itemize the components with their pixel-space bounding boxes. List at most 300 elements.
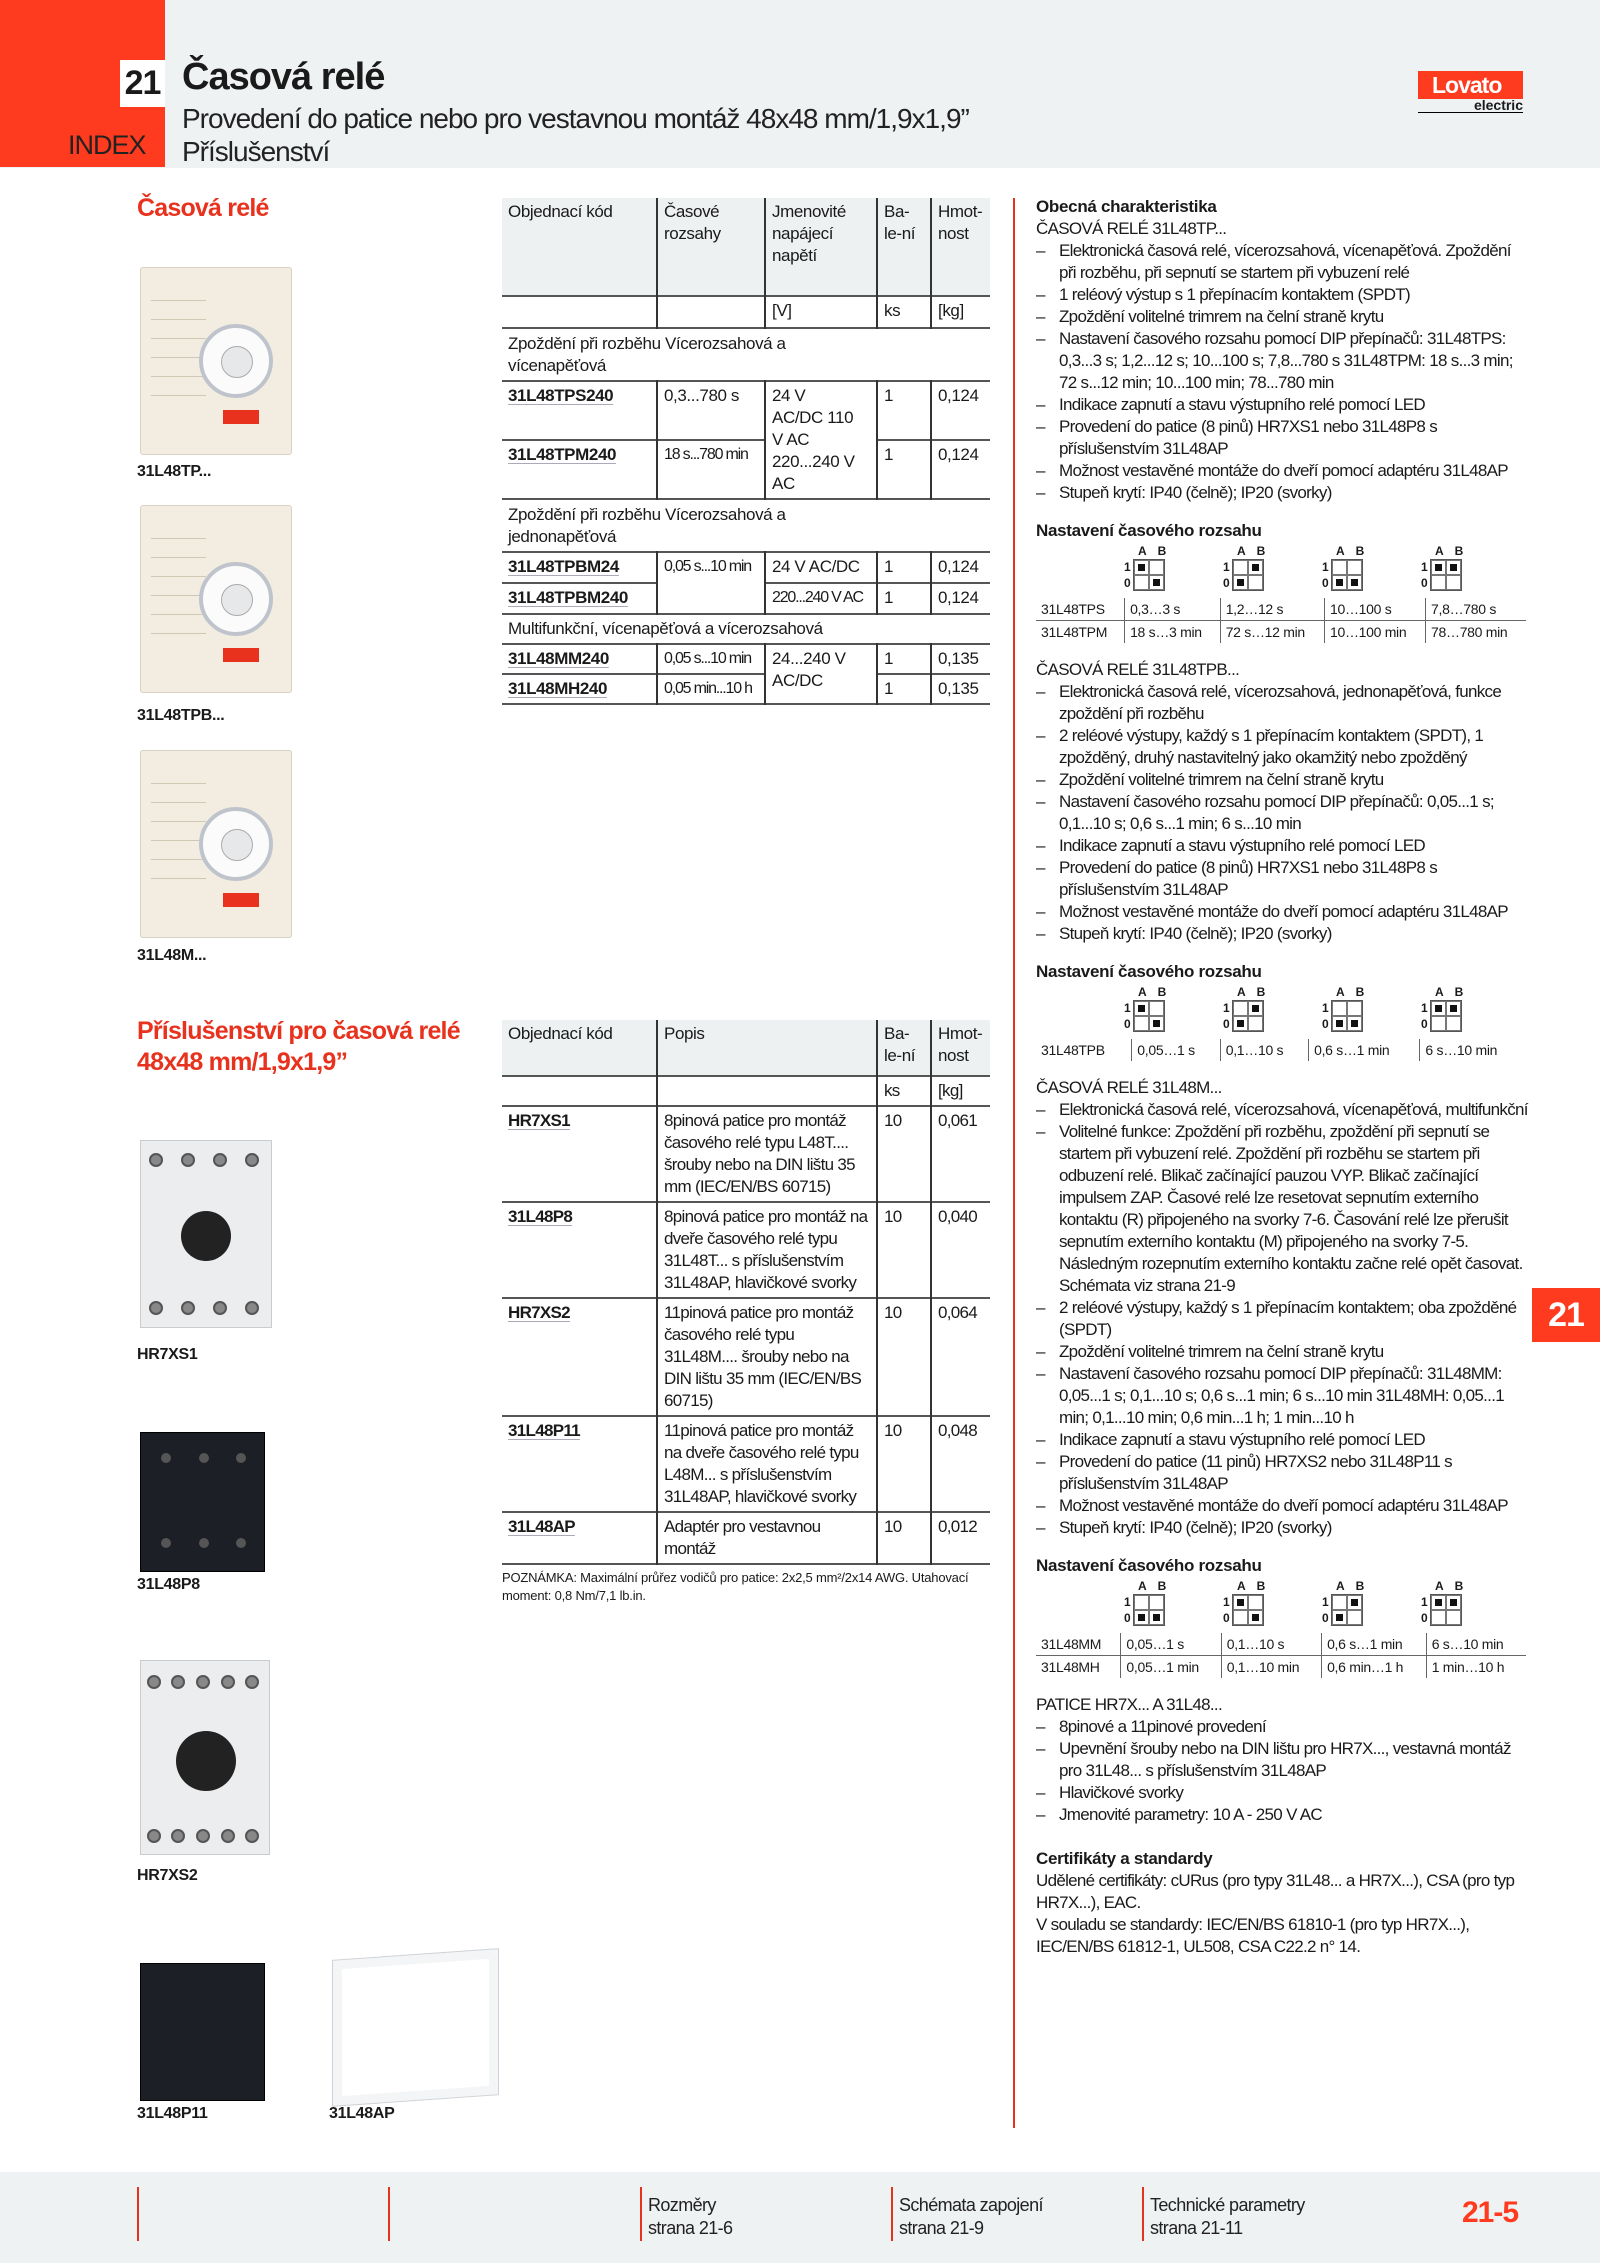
index-link[interactable]: INDEX (68, 130, 146, 160)
relay-image-tpb (140, 505, 292, 693)
dip-cell-off (1431, 1016, 1446, 1031)
bullet-item: – Nastavení časového rozsahu pomocí DIP přepínačů: 31L48MM: 0,05...1 s; 0,1...10 s; 0,6 s...1 min; 6 s...10 min 31L48MH: 0,05...1 min; 0,1...10 min; 0,6 min...1 h; 1 min...10 h (1036, 1363, 1528, 1429)
dip-0-label: 0 (1124, 1611, 1131, 1625)
unit (502, 296, 657, 328)
dip-switch-row (1124, 544, 1528, 598)
weight: 0,048 (931, 1416, 990, 1512)
range-value: 7,8…780 s (1426, 598, 1526, 621)
dip-1-label: 1 (1322, 1001, 1329, 1015)
dip-grid (1133, 1594, 1165, 1626)
order-code[interactable]: 31L48TPBM24 (508, 557, 619, 576)
weight: 0,124 (931, 583, 990, 614)
col-header: Ba-le-ní (877, 1020, 931, 1076)
description: 8pinová patice pro montáž časového relé typu L48T.... šrouby nebo na DIN lištu 35 mm (IEC/EN/BS 60715) (657, 1106, 877, 1202)
footer-divider (1142, 2187, 1144, 2241)
pack: 10 (877, 1416, 931, 1512)
table-row (502, 1106, 990, 1202)
dip-ab-label (1138, 1579, 1170, 1593)
unit (657, 1076, 877, 1106)
setting-title: Nastavení časového rozsahu (1036, 521, 1262, 540)
dip-cell-on (1446, 560, 1461, 575)
weight: 0,135 (931, 644, 990, 674)
dip-cell-off (1347, 560, 1362, 575)
dip-cell-off (1149, 1001, 1164, 1016)
table-row (502, 1202, 990, 1298)
section-title: ČASOVÁ RELÉ 31L48TP... (1036, 219, 1227, 238)
voltage: 24 V AC/DC 110 V AC 220...240 V AC (765, 381, 877, 499)
accessories-table (502, 1020, 990, 1565)
bullet-item: – Možnost vestavěné montáže do dveří pomocí adaptéru 31L48AP (1036, 460, 1528, 482)
dip-b-label: B (1355, 544, 1369, 558)
order-code[interactable]: 31L48TPBM240 (502, 583, 657, 614)
chapter-tab[interactable]: 21 (1532, 1288, 1600, 1342)
weight: 0,124 (931, 440, 990, 499)
socket-image-hr7xs1 (140, 1140, 272, 1328)
bullet-list (1036, 681, 1528, 945)
dip-grid (1331, 559, 1363, 591)
link-page: strana 21-9 (899, 2218, 984, 2238)
group-label: Multifunkční, vícenapěťová a vícerozsahová (508, 619, 823, 638)
dip-cell-off (1248, 1016, 1263, 1031)
table-row (502, 440, 990, 499)
dip-cell-off (1233, 560, 1248, 575)
dip-ab-label (1435, 544, 1467, 558)
dip-cell-on (1347, 1595, 1362, 1610)
unit: [V] (765, 296, 877, 328)
time-range: 0,05 s...10 min (657, 644, 765, 674)
range-value: 0,05…1 s (1121, 1633, 1221, 1656)
dip-cell-off (1431, 1610, 1446, 1625)
page-number: 21-5 (1462, 2196, 1519, 2229)
unit: ks (877, 1076, 931, 1106)
dip-cell-off (1332, 560, 1347, 575)
dip-switch-row (1124, 985, 1528, 1039)
dip-ab-label (1237, 1579, 1269, 1593)
dip-1-label: 1 (1322, 1595, 1329, 1609)
adapter-image-31l48ap (333, 1949, 498, 2106)
bullet-item: – Nastavení časového rozsahu pomocí DIP přepínačů: 31L48TPS: 0,3...3 s; 1,2...12 s; 10...100 s; 7,8...780 s 31L48TPM: 18 s...3 min; 72 s...12 min; 10...100 min; 78...780 min (1036, 328, 1528, 394)
setting-title: Nastavení časového rozsahu (1036, 1556, 1262, 1575)
range-value: 1,2…12 s (1220, 598, 1324, 621)
dip-a-label: A (1138, 544, 1151, 558)
range-value: 0,05…1 min (1121, 1656, 1221, 1679)
lovato-logo: Lovato (1418, 71, 1523, 99)
weight: 0,124 (931, 552, 990, 583)
voltage: 24...240 V AC/DC (765, 644, 877, 704)
dip-cell-off (1248, 575, 1263, 590)
dip-ab-label (1237, 985, 1269, 999)
dip-grid (1331, 1594, 1363, 1626)
dip-switch-diagram (1421, 985, 1520, 1039)
dip-cell-on (1134, 1001, 1149, 1016)
bullet-item: – Indikace zapnutí a stavu výstupního relé pomocí LED (1036, 1429, 1528, 1451)
footer-divider (891, 2187, 893, 2241)
dip-cell-off (1446, 1016, 1461, 1031)
dip-b-label: B (1256, 985, 1270, 999)
dip-0-label: 0 (1421, 576, 1428, 590)
range-value: 10…100 min (1324, 621, 1425, 644)
order-code[interactable]: 31L48P11 (508, 1421, 580, 1440)
dip-cell-on (1149, 1016, 1164, 1031)
dip-table-m (1036, 1579, 1528, 1678)
table-row (502, 644, 990, 674)
dip-a-label: A (1435, 985, 1448, 999)
dip-switch-diagram (1421, 1579, 1520, 1633)
bullet-list (1036, 1716, 1528, 1826)
pack: 10 (877, 1106, 931, 1202)
voltage: 24 V AC/DC (765, 552, 877, 583)
dip-switch-diagram (1124, 985, 1223, 1039)
logo-subtext: electric (1418, 98, 1523, 113)
col-header: Jmenovité napájecí napětí (765, 198, 877, 296)
column-divider (1013, 198, 1015, 2128)
pack: 1 (877, 644, 931, 674)
dip-switch-diagram (1223, 985, 1322, 1039)
section-title: ČASOVÁ RELÉ 31L48M... (1036, 1078, 1222, 1097)
bullet-list (1036, 240, 1528, 504)
dip-a-label: A (1237, 1579, 1250, 1593)
relay-image-m (140, 750, 292, 938)
dip-a-label: A (1336, 985, 1349, 999)
dip-b-label: B (1355, 1579, 1369, 1593)
dip-1-label: 1 (1124, 1595, 1131, 1609)
order-code[interactable]: 31L48TPM240 (508, 445, 617, 464)
range-value: 0,1…10 s (1221, 1633, 1321, 1656)
dip-cell-on (1446, 1001, 1461, 1016)
dip-cell-on (1332, 1610, 1347, 1625)
m-section (1036, 1077, 1528, 1539)
dip-cell-on (1233, 1016, 1248, 1031)
model-code: 31L48MM (1041, 1636, 1102, 1652)
dip-cell-off (1446, 1610, 1461, 1625)
dip-cell-on (1248, 1610, 1263, 1625)
dip-0-label: 0 (1124, 576, 1131, 590)
chapter-number: 21 (120, 60, 165, 107)
time-range: 0,3...780 s (657, 381, 765, 440)
dip-switch-diagram (1322, 985, 1421, 1039)
dip-1-label: 1 (1124, 560, 1131, 574)
range-value: 0,1…10 s (1220, 1039, 1308, 1061)
dip-1-label: 1 (1421, 1001, 1428, 1015)
col-header: Objednací kód (502, 1020, 657, 1076)
dip-0-label: 0 (1322, 1017, 1329, 1031)
dip-a-label: A (1237, 544, 1250, 558)
bullet-item: – Upevnění šrouby nebo na DIN lištu pro HR7X..., vestavná montáž pro 31L48... s příslušenstvím 31L48AP (1036, 1738, 1528, 1782)
dip-cell-off (1431, 575, 1446, 590)
dip-0-label: 0 (1322, 576, 1329, 590)
group-label: Zpoždění při rozběhu Vícerozsahová a jednonapěťová (508, 505, 786, 546)
table-row (502, 1298, 990, 1416)
product-label: 31L48AP (329, 2105, 395, 2122)
table-row (502, 381, 990, 440)
bullet-item: – Provedení do patice (8 pinů) HR7XS1 nebo 31L48P8 s příslušenstvím 31L48AP (1036, 857, 1528, 901)
dip-switch-diagram (1223, 544, 1322, 598)
range-value: 18 s…3 min (1125, 621, 1221, 644)
dip-b-label: B (1256, 1579, 1270, 1593)
col-header: Ba-le-ní (877, 198, 931, 296)
section-title: PATICE HR7X... A 31L48... (1036, 1695, 1222, 1714)
dip-grid (1232, 559, 1264, 591)
dip-1-label: 1 (1223, 1001, 1230, 1015)
pack: 10 (877, 1512, 931, 1564)
pack: 10 (877, 1298, 931, 1416)
dip-switch-diagram (1223, 1579, 1322, 1633)
dip-grid (1133, 559, 1165, 591)
range-row (1036, 1633, 1526, 1656)
dip-grid (1232, 1000, 1264, 1032)
page-footer (0, 2172, 1600, 2263)
col-header: Popis (657, 1020, 877, 1076)
dip-b-label: B (1256, 544, 1270, 558)
tp-section (1036, 218, 1528, 504)
dip-cell-off (1233, 1610, 1248, 1625)
weight: 0,124 (931, 381, 990, 440)
col-header: Objednací kód (502, 198, 657, 296)
bullet-item: – 2 reléové výstupy, každý s 1 přepínacím kontaktem (SPDT), 1 zpožděný, druhý nastavitelný jako okamžitý nebo zpožděný (1036, 725, 1528, 769)
time-range: 0,05 s...10 min (657, 552, 765, 614)
link-page: strana 21-6 (648, 2218, 733, 2238)
time-range: 0,05 min...10 h (657, 674, 765, 704)
dip-cell-on (1248, 560, 1263, 575)
bullet-item: – 2 reléové výstupy, každý s 1 přepínacím kontaktem; oba zpožděné (SPDT) (1036, 1297, 1528, 1341)
product-label: 31L48P11 (137, 2105, 208, 2122)
description: 11pinová patice pro montáž časového relé typu 31L48M.... šrouby nebo na DIN lištu 35 mm (IEC/EN/BS 60715) (657, 1298, 877, 1416)
bullet-item: – Elektronická časová relé, vícerozsahová, vícenapěťová. Zpoždění při rozběhu, při sepnutí se startem při vybuzení relé (1036, 240, 1528, 284)
dip-a-label: A (1237, 985, 1250, 999)
range-row (1036, 598, 1526, 621)
setting-title: Nastavení časového rozsahu (1036, 962, 1262, 981)
dip-cell-off (1248, 1595, 1263, 1610)
dip-cell-on (1233, 575, 1248, 590)
dip-cell-on (1233, 1595, 1248, 1610)
bullet-item: – Provedení do patice (8 pinů) HR7XS1 nebo 31L48P8 s příslušenstvím 31L48AP (1036, 416, 1528, 460)
group-label: Zpoždění při rozběhu Vícerozsahová a vícenapěťová (508, 334, 786, 375)
cert-text: Udělené certifikáty: cURus (pro typy 31L48... a HR7X...), CSA (pro typ HR7X...), EAC. (1036, 1871, 1515, 1912)
dip-1-label: 1 (1124, 1001, 1131, 1015)
range-value: 0,1…10 min (1221, 1656, 1321, 1679)
product-label: HR7XS2 (137, 1867, 198, 1884)
dip-grid (1430, 1594, 1462, 1626)
range-value: 72 s…12 min (1220, 621, 1324, 644)
range-row (1036, 1039, 1526, 1061)
range-value: 0,3…3 s (1125, 598, 1221, 621)
product-label: HR7XS1 (137, 1346, 198, 1363)
dip-cell-on (1431, 1001, 1446, 1016)
cert-title: Certifikáty a standardy (1036, 1849, 1213, 1868)
pack: 10 (877, 1202, 931, 1298)
dip-a-label: A (1336, 544, 1349, 558)
weight: 0,061 (931, 1106, 990, 1202)
dip-cell-off (1149, 560, 1164, 575)
dip-switch-diagram (1124, 544, 1223, 598)
dip-cell-on (1149, 575, 1164, 590)
dip-cell-on (1431, 560, 1446, 575)
dip-grid (1430, 559, 1462, 591)
dip-ab-label (1435, 1579, 1467, 1593)
footer-link-dimensions[interactable] (648, 2194, 732, 2240)
table-row (502, 1512, 990, 1564)
model-code: 31L48TPM (1036, 621, 1125, 644)
dip-switch-row (1124, 1579, 1528, 1633)
dip-cell-on (1446, 1595, 1461, 1610)
relay-image-tp (140, 267, 292, 455)
page-title: Časová relé (182, 56, 385, 98)
dip-0-label: 0 (1124, 1017, 1131, 1031)
range-row (1036, 1656, 1526, 1679)
description: 8pinová patice pro montáž na dveře časového relé typu 31L48T... s příslušenstvím 31L48AP, hlavičkové svorky (657, 1202, 877, 1298)
footer-divider (388, 2187, 390, 2241)
bullet-item: – Zpoždění volitelné trimrem na čelní straně krytu (1036, 306, 1528, 328)
dip-switch-diagram (1421, 544, 1520, 598)
bullet-item: – Možnost vestavěné montáže do dveří pomocí adaptéru 31L48AP (1036, 901, 1528, 923)
dip-cell-on (1134, 1610, 1149, 1625)
dip-cell-on (1347, 1016, 1362, 1031)
description: Adaptér pro vestavnou montáž (657, 1512, 877, 1564)
socket-image-31l48p8 (140, 1432, 265, 1572)
dip-1-label: 1 (1421, 560, 1428, 574)
product-label: 31L48M... (137, 947, 207, 964)
bullet-item: – Jmenovité parametry: 10 A - 250 V AC (1036, 1804, 1528, 1826)
bullet-item: – Volitelné funkce: Zpoždění při rozběhu, zpoždění při sepnutí se startem při vybuzení relé. Zpoždění při rozběhu se startem při odbuzení relé. Blikač začínající pauzou VYP. Blikač začínající impulsem ZAP. Časové relé lze resetovat sepnutím externího kontaktu (R) připojeného na svorky 7-6. Časování relé lze přerušit sepnutím externího kontaktu (M) připojeného na svorky 7-5. Následným rozepnutím externího kontaktu začne relé opět časovat. Schémata viz strana 21-9 (1036, 1121, 1528, 1297)
dip-ab-label (1336, 985, 1368, 999)
dip-b-label: B (1157, 1579, 1171, 1593)
footer-link-technical[interactable] (1150, 2194, 1305, 2240)
bullet-item: – Provedení do patice (11 pinů) HR7XS2 nebo 31L48P11 s příslušenstvím 31L48AP (1036, 1451, 1528, 1495)
order-code[interactable]: 31L48P8 (508, 1207, 573, 1226)
order-code[interactable]: 31L48MH240 (508, 679, 608, 698)
dip-cell-off (1332, 1001, 1347, 1016)
description: 11pinová patice pro montáž na dveře časového relé typu L48M... s příslušenstvím 31L48AP, hlavičkové svorky (657, 1416, 877, 1512)
dip-0-label: 0 (1223, 576, 1230, 590)
dip-a-label: A (1435, 544, 1448, 558)
unit: [kg] (931, 296, 990, 328)
model-code: 31L48TPS (1041, 601, 1105, 617)
dip-cell-on (1134, 560, 1149, 575)
bullet-item: – Hlavičkové svorky (1036, 1782, 1528, 1804)
bullet-item: – Elektronická časová relé, vícerozsahová, jednonapěťová, funkce zpoždění při rozběhu (1036, 681, 1528, 725)
bullet-list (1036, 1099, 1528, 1539)
footer-divider (640, 2187, 642, 2241)
dip-a-label: A (1336, 1579, 1349, 1593)
dip-cell-off (1332, 1595, 1347, 1610)
dip-0-label: 0 (1322, 1611, 1329, 1625)
dip-cell-off (1347, 1001, 1362, 1016)
range-table (1036, 598, 1526, 643)
dip-1-label: 1 (1223, 1595, 1230, 1609)
bullet-item: – Zpoždění volitelné trimrem na čelní straně krytu (1036, 769, 1528, 791)
general-title: Obecná charakteristika (1036, 197, 1217, 216)
tpb-section (1036, 659, 1528, 945)
product-label: 31L48TP... (137, 463, 212, 480)
unit (502, 1076, 657, 1106)
bullet-item: – Možnost vestavěné montáže do dveří pomocí adaptéru 31L48AP (1036, 1495, 1528, 1517)
dip-grid (1331, 1000, 1363, 1032)
unit: [kg] (931, 1076, 990, 1106)
standards-text: V souladu se standardy: IEC/EN/BS 61810-1 (pro typ HR7X...), IEC/EN/BS 61812-1, UL508, CSA C22.2 n° 14. (1036, 1915, 1470, 1956)
order-code[interactable]: 31L48MM240 (508, 649, 609, 668)
socket-image-hr7xs2 (140, 1660, 270, 1855)
order-code[interactable]: 31L48AP (508, 1517, 575, 1536)
bullet-item: – Stupeň krytí: IP40 (čelně); IP20 (svorky) (1036, 1517, 1528, 1539)
range-value: 0,6 s…1 min (1322, 1633, 1427, 1656)
section-heading-accessories: Příslušenství pro časová relé 48x48 mm/1,9x1,9” (137, 1017, 460, 1076)
col-header: Hmot-nost (931, 1020, 990, 1076)
pack: 1 (877, 440, 931, 499)
pack: 1 (877, 583, 931, 614)
dip-switch-diagram (1322, 544, 1421, 598)
footer-link-wiring[interactable] (899, 2194, 1043, 2240)
range-value: 6 s…10 min (1426, 1633, 1526, 1656)
bullet-item: – 1 reléový výstup s 1 přepínacím kontaktem (SPDT) (1036, 284, 1528, 306)
dip-table-tpb (1036, 985, 1528, 1061)
order-code[interactable]: 31L48TPS240 (508, 386, 614, 405)
dip-ab-label (1138, 985, 1170, 999)
pack: 1 (877, 381, 931, 440)
dip-ab-label (1336, 544, 1368, 558)
page-subtitle-2: Příslušenství (182, 136, 330, 167)
dip-b-label: B (1454, 985, 1468, 999)
dip-grid (1133, 1000, 1165, 1032)
dip-cell-on (1332, 1016, 1347, 1031)
dip-grid (1430, 1000, 1462, 1032)
section-heading-relays: Časová relé (137, 194, 269, 222)
range-value: 1 min…10 h (1426, 1656, 1526, 1679)
dip-1-label: 1 (1223, 560, 1230, 574)
bullet-item: – Stupeň krytí: IP40 (čelně); IP20 (svorky) (1036, 482, 1528, 504)
dip-0-label: 0 (1223, 1017, 1230, 1031)
accessories-block (502, 1020, 992, 1605)
product-label: 31L48TPB... (137, 707, 225, 724)
dip-cell-off (1149, 1595, 1164, 1610)
table-row (502, 552, 990, 583)
unit (657, 296, 765, 328)
weight: 0,135 (931, 674, 990, 704)
dip-cell-on (1149, 1610, 1164, 1625)
dip-a-label: A (1138, 1579, 1151, 1593)
footer-divider (137, 2187, 139, 2241)
section-title: ČASOVÁ RELÉ 31L48TPB... (1036, 660, 1240, 679)
dip-a-label: A (1138, 985, 1151, 999)
dip-cell-off (1134, 1016, 1149, 1031)
range-value: 0,05…1 s (1132, 1039, 1220, 1061)
dip-b-label: B (1454, 1579, 1468, 1593)
dip-ab-label (1435, 985, 1467, 999)
range-row (1036, 621, 1526, 644)
range-value: 6 s…10 min (1420, 1039, 1526, 1061)
dip-1-label: 1 (1421, 1595, 1428, 1609)
unit: ks (877, 296, 931, 328)
order-code[interactable]: HR7XS2 (508, 1303, 570, 1322)
dip-0-label: 0 (1223, 1611, 1230, 1625)
range-value: 78…780 min (1426, 621, 1526, 644)
model-code: 31L48TPB (1041, 1042, 1105, 1058)
dip-0-label: 0 (1421, 1017, 1428, 1031)
bullet-item: – Stupeň krytí: IP40 (čelně); IP20 (svorky) (1036, 923, 1528, 945)
dip-b-label: B (1454, 544, 1468, 558)
range-value: 0,6 min…1 h (1322, 1656, 1427, 1679)
bullet-item: – Zpoždění volitelné trimrem na čelní straně krytu (1036, 1341, 1528, 1363)
sockets-section (1036, 1694, 1528, 1826)
dip-cell-off (1233, 1001, 1248, 1016)
table-row (502, 674, 990, 704)
weight: 0,012 (931, 1512, 990, 1564)
range-table (1036, 1039, 1526, 1061)
dip-cell-on (1431, 1595, 1446, 1610)
dip-grid (1232, 1594, 1264, 1626)
order-code[interactable]: HR7XS1 (508, 1111, 570, 1130)
dip-b-label: B (1355, 985, 1369, 999)
bullet-item: – 8pinové a 11pinové provedení (1036, 1716, 1528, 1738)
